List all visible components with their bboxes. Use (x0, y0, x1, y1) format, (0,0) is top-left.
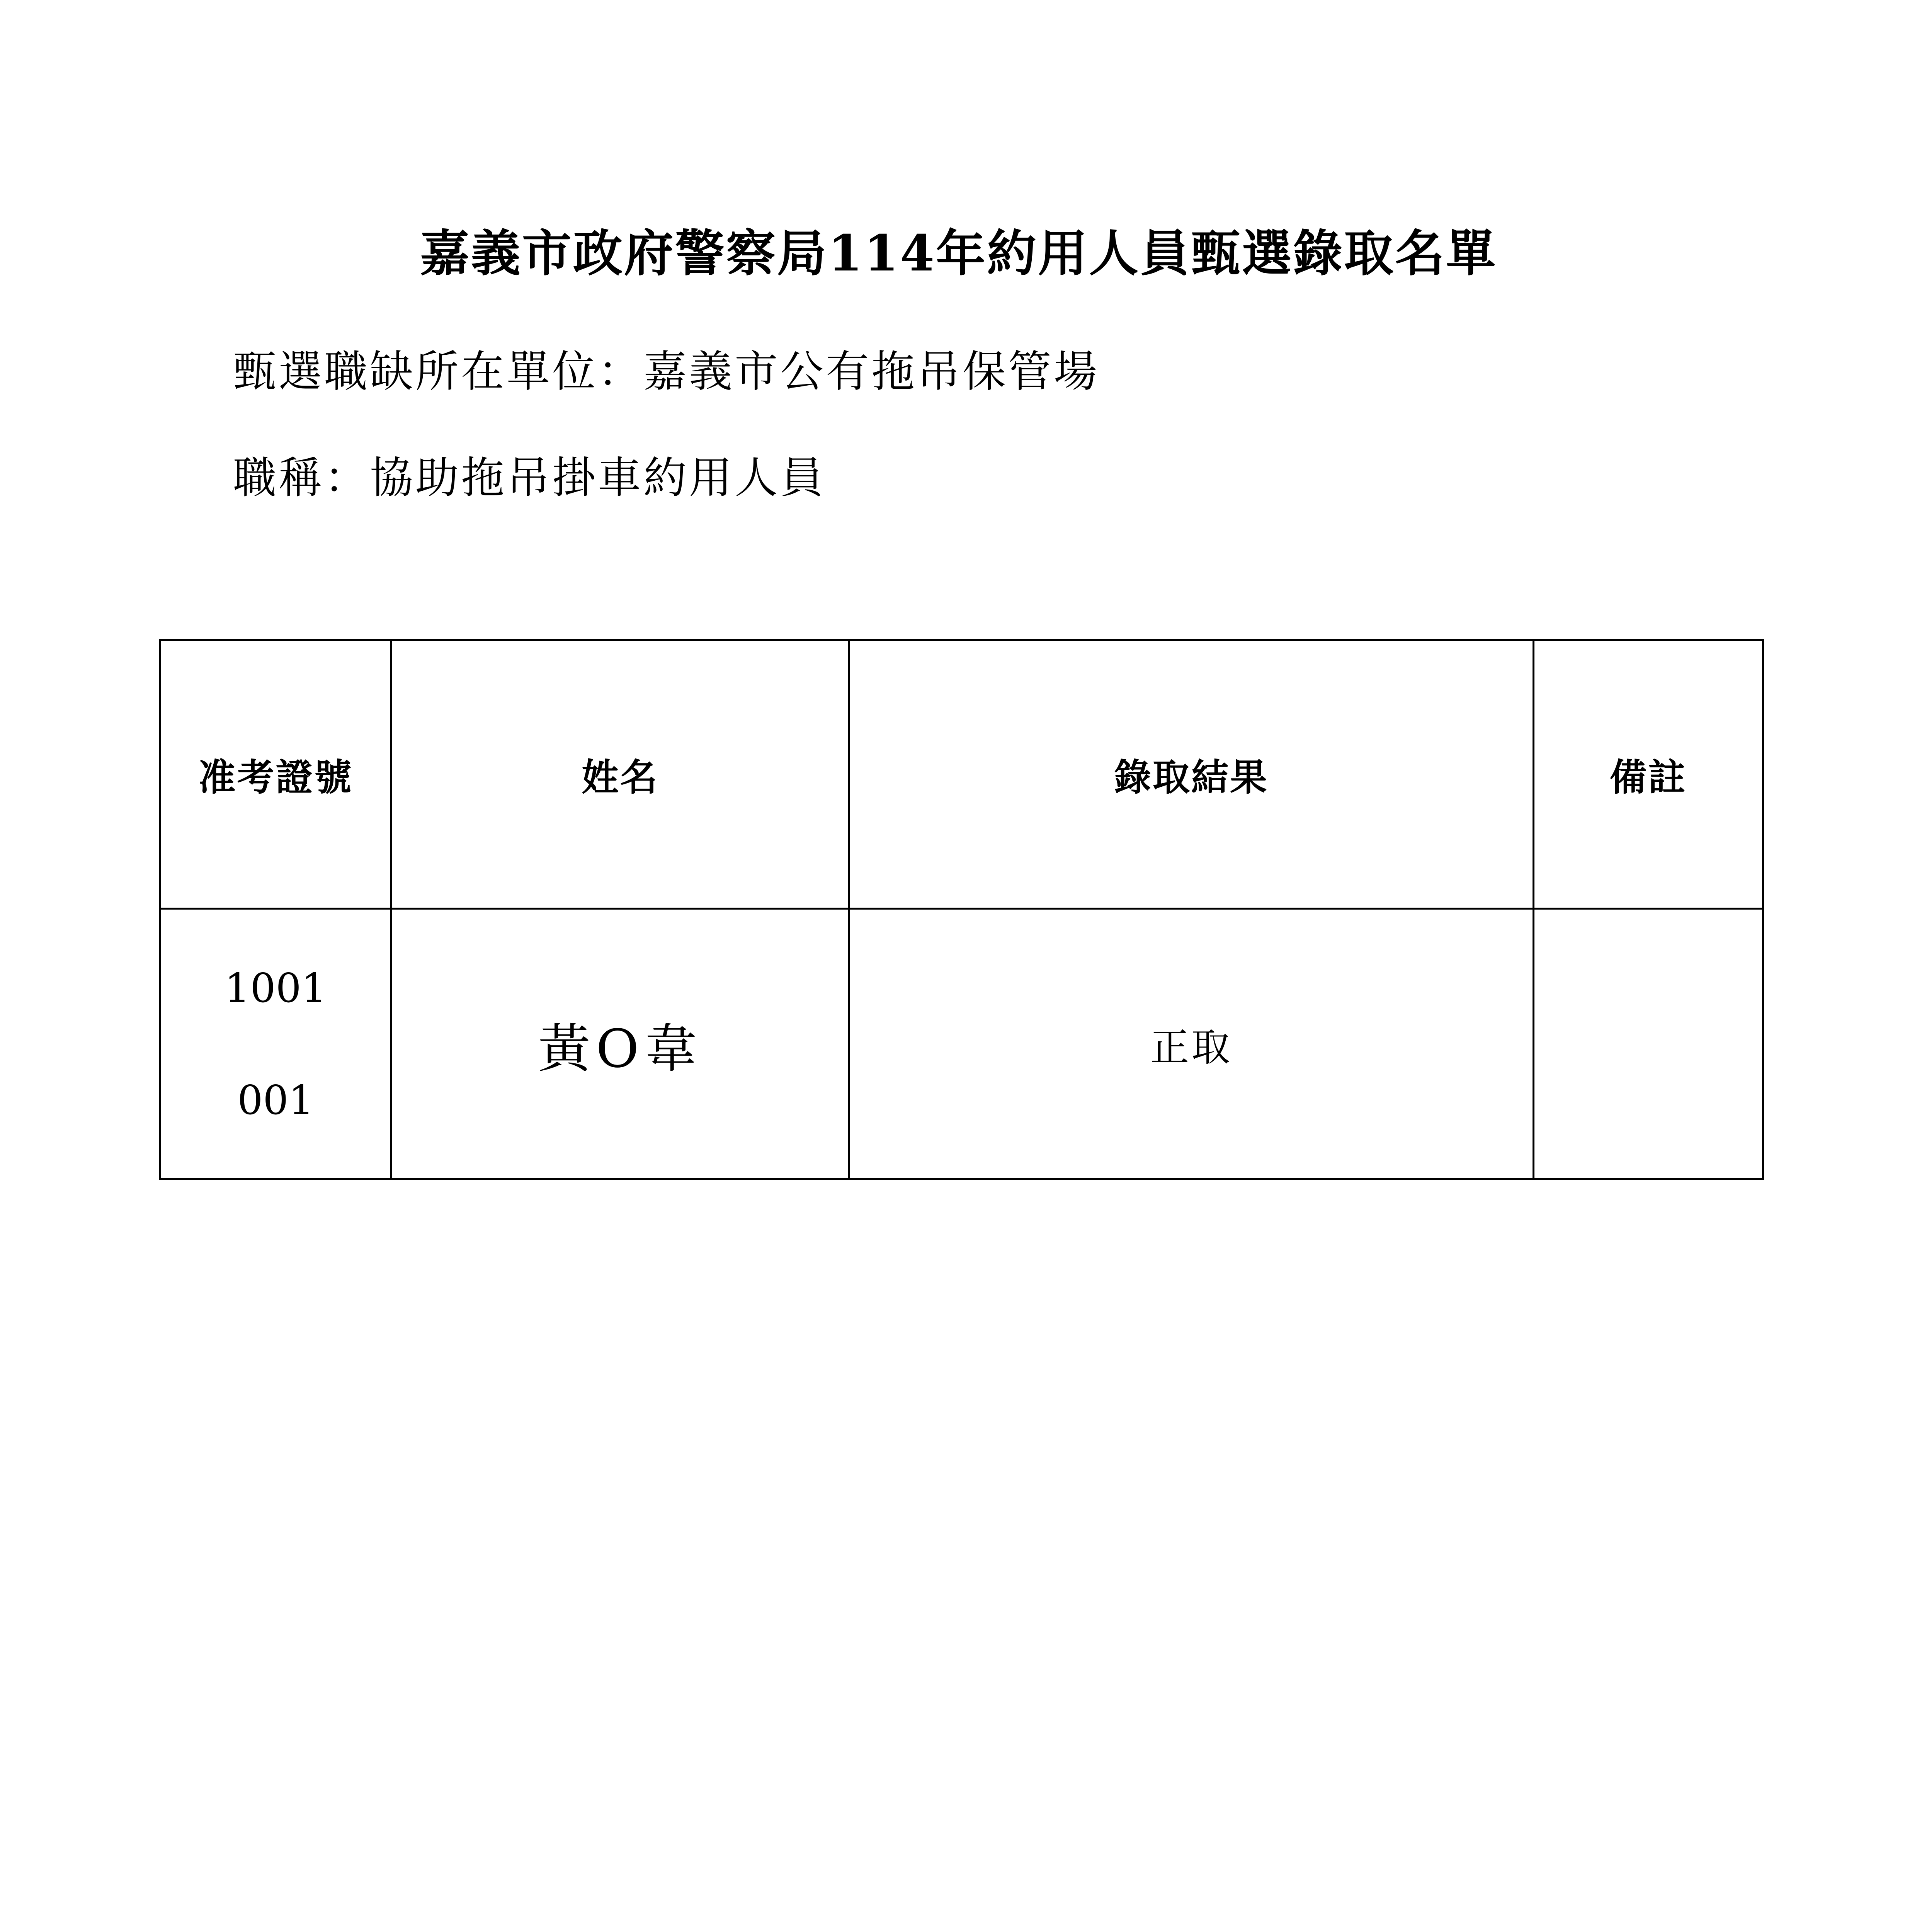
header-name: 姓名 (391, 640, 849, 909)
position-title-line: 職稱：協助拖吊掛車約用人員 (233, 453, 826, 503)
admission-result-table (159, 639, 1764, 1180)
table-row (160, 909, 1763, 1179)
recruitment-unit-line: 甄選職缺所在單位：嘉義市公有拖吊保管場 (233, 347, 1099, 397)
candidate-name-cell: 黃O韋 (391, 909, 849, 1179)
header-remarks: 備註 (1534, 640, 1763, 909)
header-result: 錄取結果 (849, 640, 1534, 909)
header-exam-number: 准考證號 (160, 640, 391, 909)
admission-result-cell: 正取 (849, 909, 1534, 1179)
remarks-cell (1534, 909, 1763, 1179)
exam-number-line1: 1001 (225, 964, 327, 1012)
exam-number-cell (160, 909, 391, 1179)
document-title: 嘉義市政府警察局114年約用人員甄選錄取名單 (420, 224, 1497, 282)
table-header-row (160, 640, 1763, 909)
exam-number-line2: 001 (237, 1076, 314, 1124)
